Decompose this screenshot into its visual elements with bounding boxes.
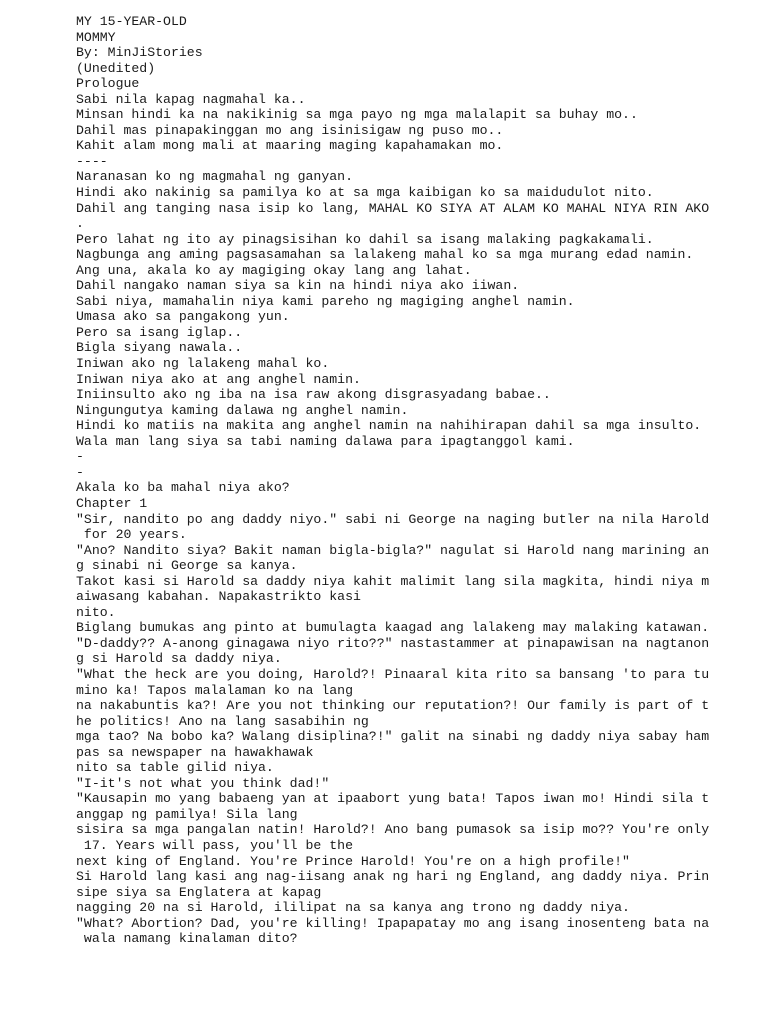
text-line: Iniwan ako ng lalakeng mahal ko. — [76, 356, 330, 372]
text-line: anggap ng pamilya! Sila lang — [76, 806, 298, 822]
text-line: mga tao? Na bobo ka? Walang disiplina?!" galit na sinabi ng daddy niya sabay ham — [76, 729, 710, 745]
text-line: Umasa ako sa pangakong yun. — [76, 309, 290, 325]
text-line: "Kausapin mo yang babaeng yan at ipaabort yung bata! Tapos iwan mo! Hindi sila t — [76, 791, 710, 807]
text-line: "What? Abortion? Dad, you're killing! Ipapapatay mo ang isang inosenteng bata na — [76, 915, 710, 931]
text-line: sipe siya sa Englatera at kapag — [76, 884, 322, 900]
text-line: nito. — [76, 604, 116, 620]
text-line: - — [76, 464, 84, 480]
text-line: Naranasan ko ng magmahal ng ganyan. — [76, 169, 353, 185]
text-line: Sabi niya, mamahalin niya kami pareho ng magiging anghel namin. — [76, 293, 575, 309]
text-line: wala namang kinalaman dito? — [76, 931, 298, 947]
document-page — [76, 14, 756, 947]
text-line: - — [76, 449, 84, 465]
text-line: "D-daddy?? A-anong ginagawa niyo rito??" nastastammer at pinapawisan na nagtanon — [76, 635, 710, 651]
text-line: Iniwan niya ako at ang anghel namin. — [76, 371, 361, 387]
text-line: sisira sa mga pangalan natin! Harold?! Ano bang pumasok sa isip mo?? You're only — [76, 822, 710, 838]
text-line: "Sir, nandito po ang daddy niyo." sabi ni George na naging butler na nila Harold — [76, 511, 710, 527]
text-line: Pero lahat ng ito ay pinagsisihan ko dahil sa isang malaking pagkakamali. — [76, 231, 654, 247]
text-line: Dahil nangako naman siya sa kin na hindi niya ako iiwan. — [76, 278, 520, 294]
text-line: Sabi nila kapag nagmahal ka.. — [76, 91, 306, 107]
text-line: g sinabi ni George sa kanya. — [76, 558, 298, 574]
text-line: (Unedited) — [76, 60, 156, 76]
text-line: "I-it's not what you think dad!" — [76, 775, 330, 791]
text-line: Hindi ko matiis na makita ang anghel namin na nahihirapan dahil sa mga insulto. — [76, 418, 702, 434]
text-line: next king of England. You're Prince Harold! You're on a high profile!" — [76, 853, 630, 869]
text-line: g si Harold sa daddy niya. — [76, 651, 282, 667]
text-line: aiwasang kabahan. Napakastrikto kasi — [76, 589, 361, 605]
text-line: mino ka! Tapos malalaman ko na lang — [76, 682, 353, 698]
text-line: "Ano? Nandito siya? Bakit naman bigla-bigla?" nagulat si Harold nang marining an — [76, 542, 710, 558]
text-line: Prologue — [76, 76, 140, 92]
text-line: he politics! Ano na lang sasabihin ng — [76, 713, 369, 729]
text-line: Ang una, akala ko ay magiging okay lang ang lahat. — [76, 262, 472, 278]
text-line: ---- — [76, 153, 108, 169]
text-line: pas sa newspaper na hawakhawak — [76, 744, 314, 760]
text-line: Kahit alam mong mali at maaring maging kapahamakan mo. — [76, 138, 504, 154]
text-line: Chapter 1 — [76, 495, 148, 511]
text-line: Bigla siyang nawala.. — [76, 340, 243, 356]
text-line: Biglang bumukas ang pinto at bumulagta kaagad ang lalakeng may malaking katawan. — [76, 620, 710, 636]
text-line: "What the heck are you doing, Harold?! Pinaaral kita rito sa bansang 'to para tu — [76, 666, 710, 682]
text-line: . — [76, 216, 84, 232]
text-line: Minsan hindi ka na nakikinig sa mga payo ng mga malalapit sa buhay mo.. — [76, 107, 638, 123]
text-line: MOMMY — [76, 29, 116, 45]
text-line: Ningungutya kaming dalawa ng anghel namin. — [76, 402, 409, 418]
text-line: na nakabuntis ka?! Are you not thinking our reputation?! Our family is part of t — [76, 698, 710, 714]
text-line: nito sa table gilid niya. — [76, 760, 274, 776]
text-line: Iniinsulto ako ng iba na isa raw akong disgrasyadang babae.. — [76, 387, 551, 403]
text-line: Dahil ang tanging nasa isip ko lang, MAHAL KO SIYA AT ALAM KO MAHAL NIYA RIN AKO — [76, 200, 710, 216]
text-line: Si Harold lang kasi ang nag-iisang anak ng hari ng England, ang daddy niya. Prin — [76, 869, 710, 885]
text-line: Dahil mas pinapakinggan mo ang isinisigaw ng puso mo.. — [76, 122, 504, 138]
text-line: for 20 years. — [76, 527, 187, 543]
text-line: 17. Years will pass, you'll be the — [76, 837, 353, 853]
text-line: Wala man lang siya sa tabi naming dalawa para ipagtanggol kami. — [76, 433, 575, 449]
text-line: Hindi ako nakinig sa pamilya ko at sa mga kaibigan ko sa maidudulot nito. — [76, 185, 654, 201]
text-line: Takot kasi si Harold sa daddy niya kahit malimit lang sila magkita, hindi niya m — [76, 573, 710, 589]
text-line: Akala ko ba mahal niya ako? — [76, 480, 290, 496]
text-line: Pero sa isang iglap.. — [76, 324, 243, 340]
text-line: MY 15-YEAR-OLD — [76, 14, 187, 29]
text-line: By: MinJiStories — [76, 45, 203, 61]
text-line: Nagbunga ang aming pagsasamahan sa lalakeng mahal ko sa mga murang edad namin. — [76, 247, 694, 263]
text-line: nagging 20 na si Harold, ililipat na sa kanya ang trono ng daddy niya. — [76, 900, 630, 916]
